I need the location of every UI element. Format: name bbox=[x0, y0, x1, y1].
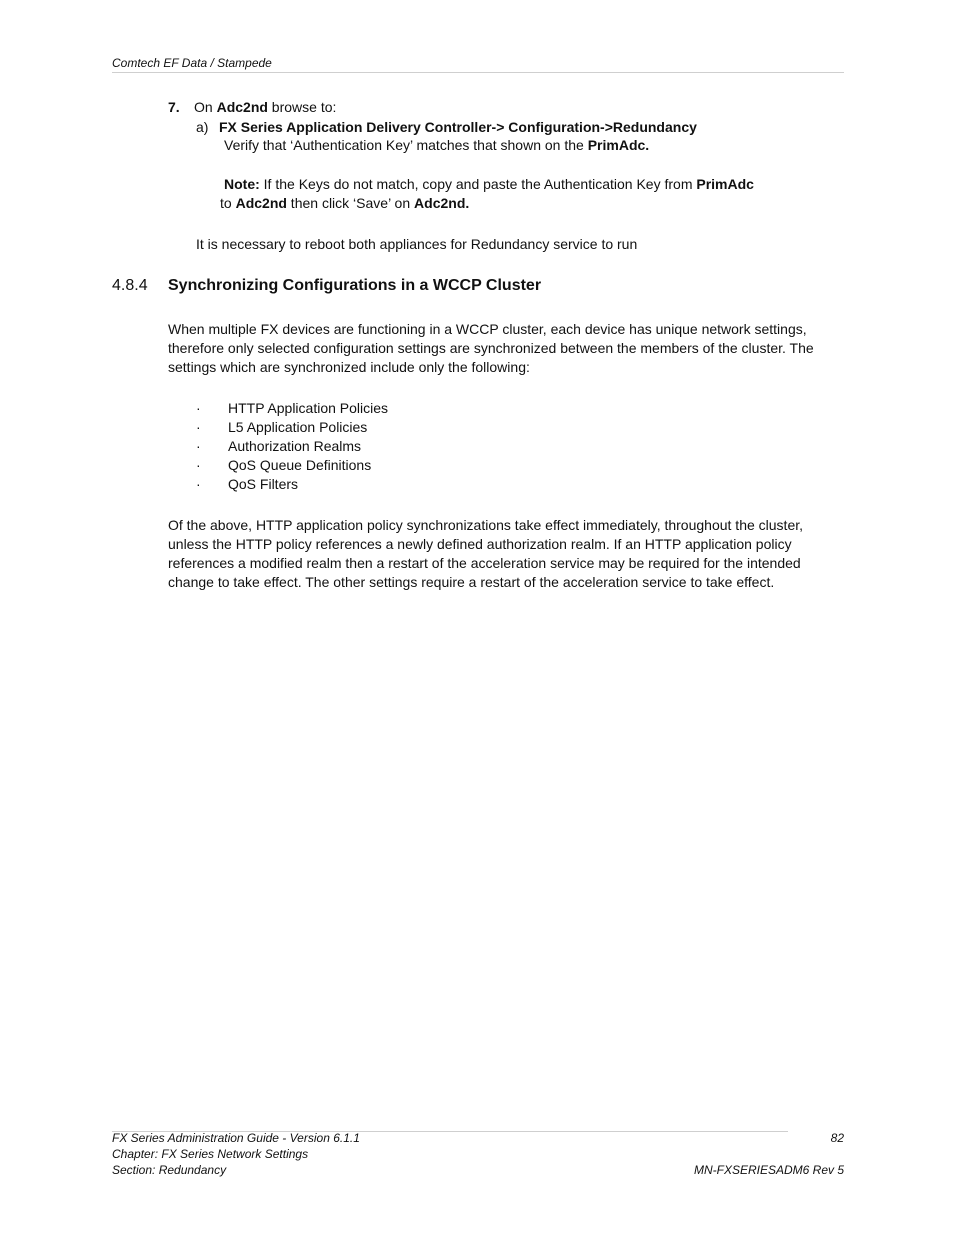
list-item bbox=[196, 437, 388, 456]
bullet-marker: · bbox=[196, 476, 201, 492]
list-item bbox=[196, 456, 388, 475]
bullet-marker: · bbox=[196, 457, 201, 473]
substep-marker: a) bbox=[196, 119, 209, 135]
verify-text: Verify that ‘Authentication Key’ matches that shown on the bbox=[224, 137, 588, 153]
note-block bbox=[220, 175, 784, 213]
step-suffix: browse to: bbox=[267, 99, 337, 115]
note-text-1: If the Keys do not match, copy and paste the Authentication Key from bbox=[259, 176, 697, 192]
note-device-2: Adc2nd bbox=[235, 195, 287, 211]
footer-guide-title: FX Series Administration Guide - Version 6.1.1 bbox=[112, 1131, 360, 1145]
verify-device: PrimAdc. bbox=[587, 137, 650, 153]
page-footer bbox=[112, 1130, 844, 1178]
document-id: MN-FXSERIESADM6 Rev 5 bbox=[693, 1163, 844, 1177]
step-number: 7. bbox=[168, 99, 180, 115]
list-item bbox=[196, 399, 388, 418]
note-device-3: Adc2nd. bbox=[414, 195, 470, 211]
verify-instruction bbox=[224, 136, 649, 155]
note-label: Note: bbox=[224, 176, 260, 192]
list-item-text: L5 Application Policies bbox=[228, 419, 368, 435]
list-item bbox=[196, 475, 388, 494]
bullet-marker: · bbox=[196, 419, 201, 435]
list-item-text: QoS Filters bbox=[228, 476, 299, 492]
section-intro: When multiple FX devices are functioning in a WCCP cluster, each device has unique network settings, therefore only selected configuration settings are synchronized between the members of the cluster. The settings which are synchronized include only the following: bbox=[168, 321, 814, 375]
step-7 bbox=[168, 98, 336, 117]
list-item-text: Authorization Realms bbox=[228, 438, 362, 454]
page-number: 82 bbox=[830, 1131, 844, 1145]
bullet-marker: · bbox=[196, 400, 201, 416]
step-prefix: On bbox=[194, 99, 217, 115]
synchronized-settings-list bbox=[196, 399, 388, 494]
navigation-path: FX Series Application Delivery Controller-> Configuration->Redundancy bbox=[219, 119, 697, 135]
list-item bbox=[196, 418, 388, 437]
header-text: Comtech EF Data / Stampede bbox=[112, 56, 272, 70]
section-number: 4.8.4 bbox=[112, 277, 148, 294]
section-heading bbox=[112, 276, 541, 296]
bullet-marker: · bbox=[196, 438, 201, 454]
list-item-text: HTTP Application Policies bbox=[228, 400, 389, 416]
note-text-2: to bbox=[220, 195, 236, 211]
reboot-notice: It is necessary to reboot both appliances for Redundancy service to run bbox=[196, 236, 638, 252]
list-item-text: QoS Queue Definitions bbox=[228, 457, 372, 473]
step-device: Adc2nd bbox=[216, 99, 268, 115]
footer-section: Section: Redundancy bbox=[112, 1163, 227, 1177]
note-device-1: PrimAdc bbox=[696, 176, 754, 192]
section-title: Synchronizing Configurations in a WCCP Cluster bbox=[168, 277, 542, 294]
page-header bbox=[112, 54, 844, 73]
footer-chapter: Chapter: FX Series Network Settings bbox=[112, 1147, 309, 1161]
substep-a bbox=[196, 118, 697, 137]
note-text-3: then click ‘Save’ on bbox=[286, 195, 415, 211]
section-closing: Of the above, HTTP application policy synchronizations take effect immediately, throughout the cluster, unless the HTTP policy references a newly defined authorization realm. If an HTTP application policy references a modified realm then a restart of the acceleration service may be required for the intended change to take effect. The other settings require a restart of the acceleration service to take effect. bbox=[168, 517, 804, 590]
